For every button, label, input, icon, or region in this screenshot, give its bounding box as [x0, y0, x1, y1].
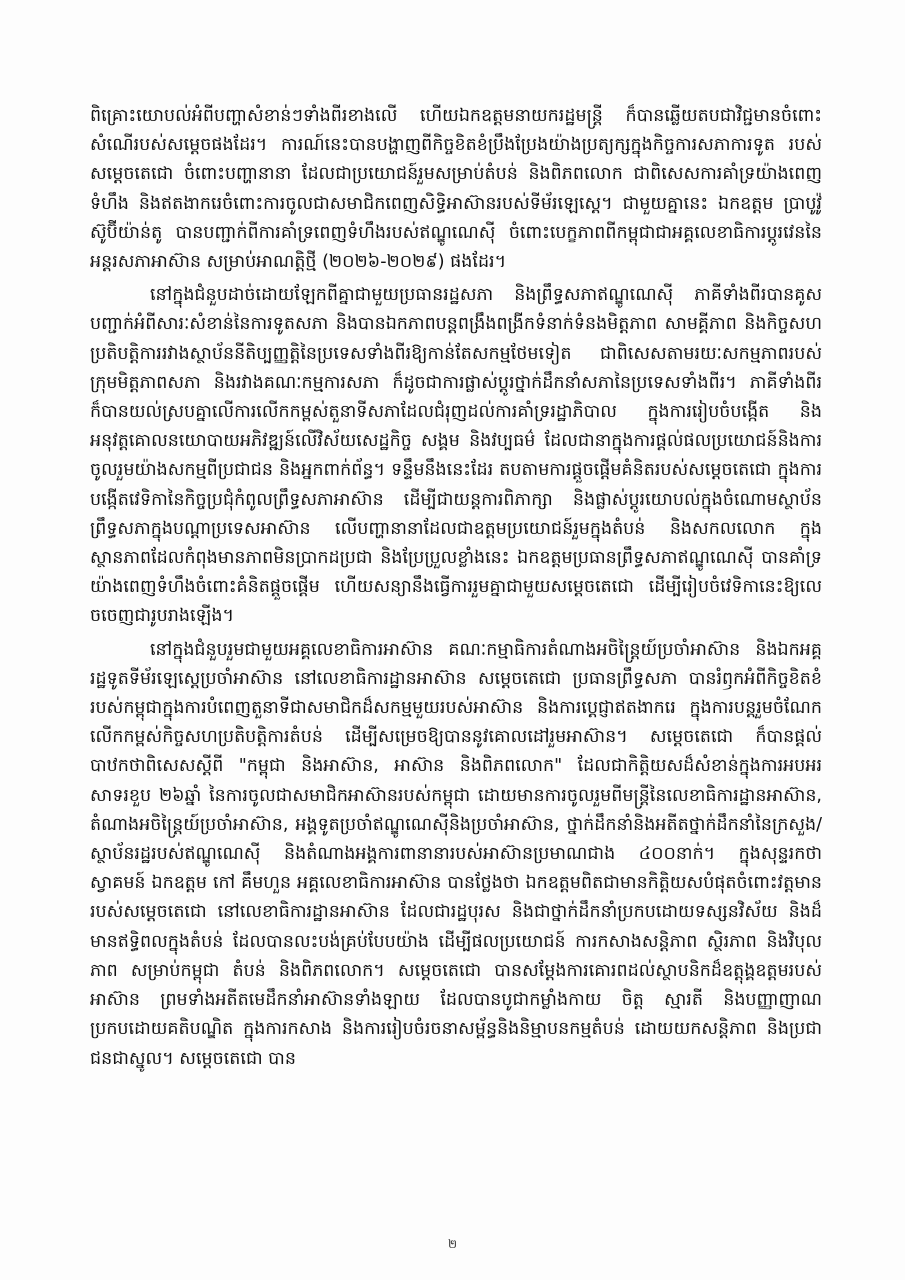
paragraph-2: នៅក្នុងជំនួបដាច់ដោយឡែកពីគ្នាជាមួយប្រធានរដ្ឋសភា និងព្រឹទ្ធសភាឥណ្ឌូណេស៊ី ភាគីទាំងពីរបានគូសបញ្ជាក់អំពីសារៈសំខាន់នៃការទូតសភា និងបានឯកភាពបន្តពង្រឹងពង្រីកទំនាក់ទំនងមិត្តភាព សាមគ្គីភាព និងកិច្ចសហប្រតិបត្តិការរវាងស្ថាប័ននីតិប្បញ្ញត្តិនៃប្រទេសទាំងពីរឱ្យកាន់តែសកម្មថែមទៀត ជាពិសេសតាមរយៈសកម្មភាពរបស់ក្រុមមិត្តភាពសភា និងរវាងគណៈកម្មការសភា ក៏ដូចជាការផ្លាស់ប្តូរថ្នាក់ដឹកនាំសភានៃប្រទេសទាំងពីរ។ ភាគីទាំងពីរក៏បានយល់ស្របគ្នាលើការលើកកម្ពស់តួនាទីសភាដែលជំរុញដល់ការគាំទ្ររដ្ឋាភិបាល ក្នុងការរៀបចំបង្កើត និងអនុវត្តគោលនយោបាយអភិវឌ្ឍន៍លើវិស័យសេដ្ឋកិច្ច សង្គម និងវប្បធម៌ ដែលជានាក្នុងការផ្តល់ផលប្រយោជន៍និងការចូលរួមយ៉ាងសកម្មពីប្រជាជន និងអ្នកពាក់ព័ន្ធ។ ទន្ទឹមនឹងនេះដែរ តបតាមការផ្តួចផ្តើមគំនិតរបស់សម្តេចតេជោ ក្នុងការបង្កើតវេទិកានៃកិច្ចប្រជុំកំពូលព្រឹទ្ធសភាអាស៊ាន ដើម្បីជាយន្តការពិភាក្សា និងផ្លាស់ប្តូរយោបល់ក្នុងចំណោមស្ថាប័នព្រឹទ្ធសភាក្នុងបណ្តាប្រទេសអាស៊ាន លើបញ្ហានានាដែលជាឧត្តមប្រយោជន៍រួមក្នុងតំបន់ និងសកលលោក ក្នុងស្ថានភាពដែលកំពុងមានភាពមិនប្រាកដប្រជា និងប្រែប្រួលខ្លាំងនេះ ឯកឧត្តមប្រធានព្រឹទ្ធសភាឥណ្ឌូណេស៊ី បានគាំទ្រយ៉ាងពេញទំហឹងចំពោះគំនិតផ្តួចផ្តើម ហើយសន្យានឹងធ្វើការរួមគ្នាជាមួយសម្តេចតេជោ ដើម្បីរៀបចំវេទិកានេះឱ្យលេចចេញជារូបរាងឡើង។ [90, 285, 822, 627]
paragraph-1: ពិគ្រោះយោបល់អំពីបញ្ហាសំខាន់ៗទាំងពីរខាងលើ ហើយឯកឧត្តមនាយករដ្ឋមន្ត្រី ក៏បានឆ្លើយតបជាវិជ្ជមានចំពោះសំណើរបស់សម្តេចផងដែរ។ ការណ៍នេះបានបង្ហាញពីកិច្ចខិតខំប្រឹងប្រែងយ៉ាងប្រត្យក្សក្នុងកិច្ចការសភាការទូត របស់សម្តេចតេជោ ចំពោះបញ្ហានានា ដែលជាប្រយោជន៍រួមសម្រាប់តំបន់ និងពិភពលោក ជាពិសេសការគាំទ្រយ៉ាងពេញទំហឹង និងឥតងាករេចំពោះការចូលជាសមាជិកពេញសិទ្ធិអាស៊ានរបស់ទីម័រឡេស្តេ។ ជាមួយគ្នានេះ ឯកឧត្តម ប្រាបូវ៉ូ ស៊ូប៊ីយ៉ាន់តូ បានបញ្ជាក់ពីការគាំទ្រពេញទំហឹងរបស់ឥណ្ឌូណេស៊ី ចំពោះបេក្ខភាពពីកម្ពុជាជាអគ្គលេខាធិការប្តូរវេននៃអន្តរសភាអាស៊ាន សម្រាប់អាណត្តិថ្មី (២០២៦-២០២៩) ផងដែរ។ [90, 106, 822, 273]
paragraph-3: នៅក្នុងជំនួបរួមជាមួយអគ្គលេខាធិការអាស៊ាន គណៈកម្មាធិការតំណាងអចិន្ត្រៃយ៍ប្រចាំអាស៊ាន និងឯកអគ្គរដ្ឋទូតទីម័រឡេស្តេប្រចាំអាស៊ាន នៅលេខាធិការដ្ឋានអាស៊ាន សម្តេចតេជោ ប្រធានព្រឹទ្ធសភា បានរំឭកអំពីកិច្ចខិតខំរបស់កម្ពុជាក្នុងការបំពេញតួនាទីជាសមាជិកដ៏សកម្មមួយរបស់អាស៊ាន និងការប្តេជ្ញាឥតងាករេ ក្នុងការបន្តរួមចំណែកលើកកម្ពស់កិច្ចសហប្រតិបត្តិការតំបន់ ដើម្បីសម្រេចឱ្យបាននូវគោលដៅរួមអាស៊ាន។ សម្តេចតេជោ ក៏បានផ្តល់បាឋកថាពិសេសស្តីពី "កម្ពុជា និងអាស៊ាន, អាស៊ាន និងពិភពលោក" ដែលជាកិត្តិយសដ៏សំខាន់ក្នុងការអបអរសាទរខួប ២៦ឆ្នាំ នៃការចូលជាសមាជិកអាស៊ានរបស់កម្ពុជា ដោយមានការចូលរួមពីមន្ត្រីនៃលេខាធិការដ្ឋានអាស៊ាន, តំណាងអចិន្ត្រៃយ៍ប្រចាំអាស៊ាន, អង្គទូតប្រចាំឥណ្ឌូណេស៊ីនិងប្រចាំអាស៊ាន, ថ្នាក់ដឹកនាំនិងអតីតថ្នាក់ដឹកនាំនៃក្រសួង/ស្ថាប័នរដ្ឋរបស់ឥណ្ឌូណេស៊ី និងតំណាងអង្គការពានានារបស់អាស៊ានប្រមាណជាង ៤០០នាក់។ ក្នុងសុន្ទរកថាស្វាគមន៍ ឯកឧត្តម កៅ គឹមហួន អគ្គលេខាធិការអាស៊ាន បានថ្លែងថា ឯកឧត្តមពិតជាមានកិត្តិយសបំផុតចំពោះវត្តមានរបស់សម្តេចតេជោ នៅលេខាធិការដ្ឋានអាស៊ាន ដែលជារដ្ឋបុរស និងជាថ្នាក់ដឹកនាំប្រកបដោយទស្សនវិស័យ និងដ៏មានឥទ្ធិពលក្នុងតំបន់ ដែលបានលះបង់គ្រប់បែបយ៉ាង ដើម្បីផលប្រយោជន៍ ការកសាងសន្តិភាព ស្ថិរភាព និងវិបុលភាព សម្រាប់កម្ពុជា តំបន់ និងពិភពលោក។ សម្តេចតេជោ បានសម្តែងការគោរពដល់ស្ថាបនិកដ៏ឧត្តុង្គឧត្តមរបស់អាស៊ាន ព្រមទាំងអតីតមេដឹកនាំអាស៊ានទាំងឡាយ ដែលបានបូជាកម្លាំងកាយ ចិត្ត ស្មារតី និងបញ្ញាញាណប្រកបដោយគតិបណ្ឌិត ក្នុងការកសាង និងការរៀបចំរចនាសម្ព័ន្ធនិងនិម្មាបនកម្មតំបន់ ដោយយកសន្តិភាព និងប្រជាជនជាស្នូល។ សម្តេចតេជោ បាន [90, 639, 822, 1069]
page-number: ២ [447, 1237, 458, 1251]
body-text [90, 102, 822, 1074]
